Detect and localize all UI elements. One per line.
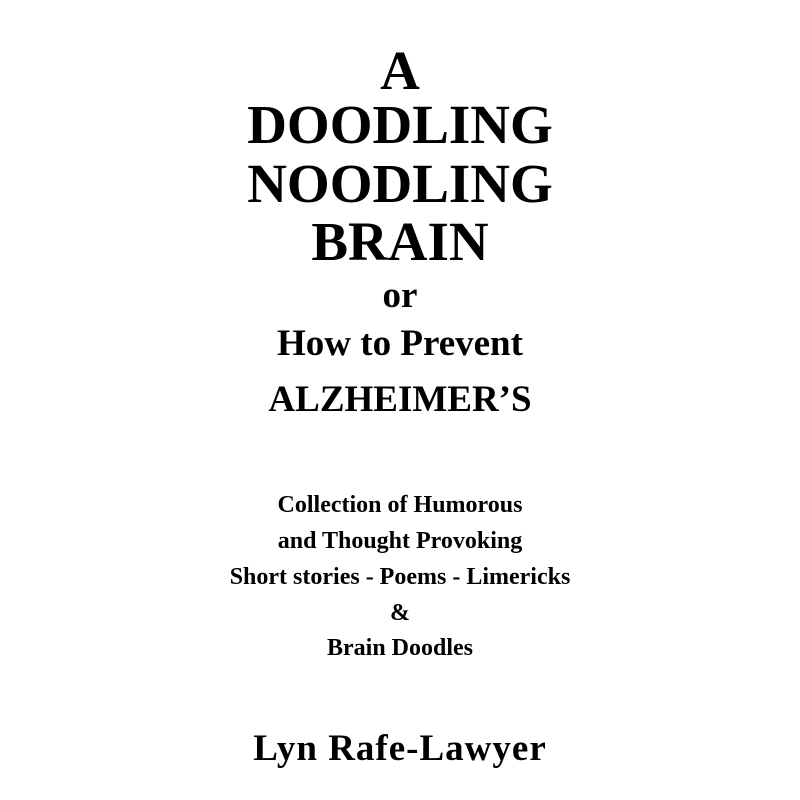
subtitle-line-2: ALZHEIMER’S bbox=[268, 379, 532, 420]
description-line-3: Short stories - Poems - Limericks bbox=[229, 564, 571, 590]
description-line-1: Collection of Humorous bbox=[277, 492, 523, 518]
subtitle-line-1: How to Prevent bbox=[277, 323, 523, 364]
title-connector: or bbox=[382, 275, 418, 316]
title-line-3: NOODLING bbox=[247, 153, 553, 214]
title-line-2: DOODLING bbox=[247, 94, 553, 155]
description-line-5: Brain Doodles bbox=[326, 635, 473, 661]
description-line-2: and Thought Provoking bbox=[277, 528, 523, 554]
author-name: Lyn Rafe-Lawyer bbox=[253, 728, 547, 769]
title-line-4: BRAIN bbox=[311, 211, 489, 272]
title-line-1: A bbox=[380, 40, 420, 101]
description-ampersand: & bbox=[390, 600, 410, 626]
